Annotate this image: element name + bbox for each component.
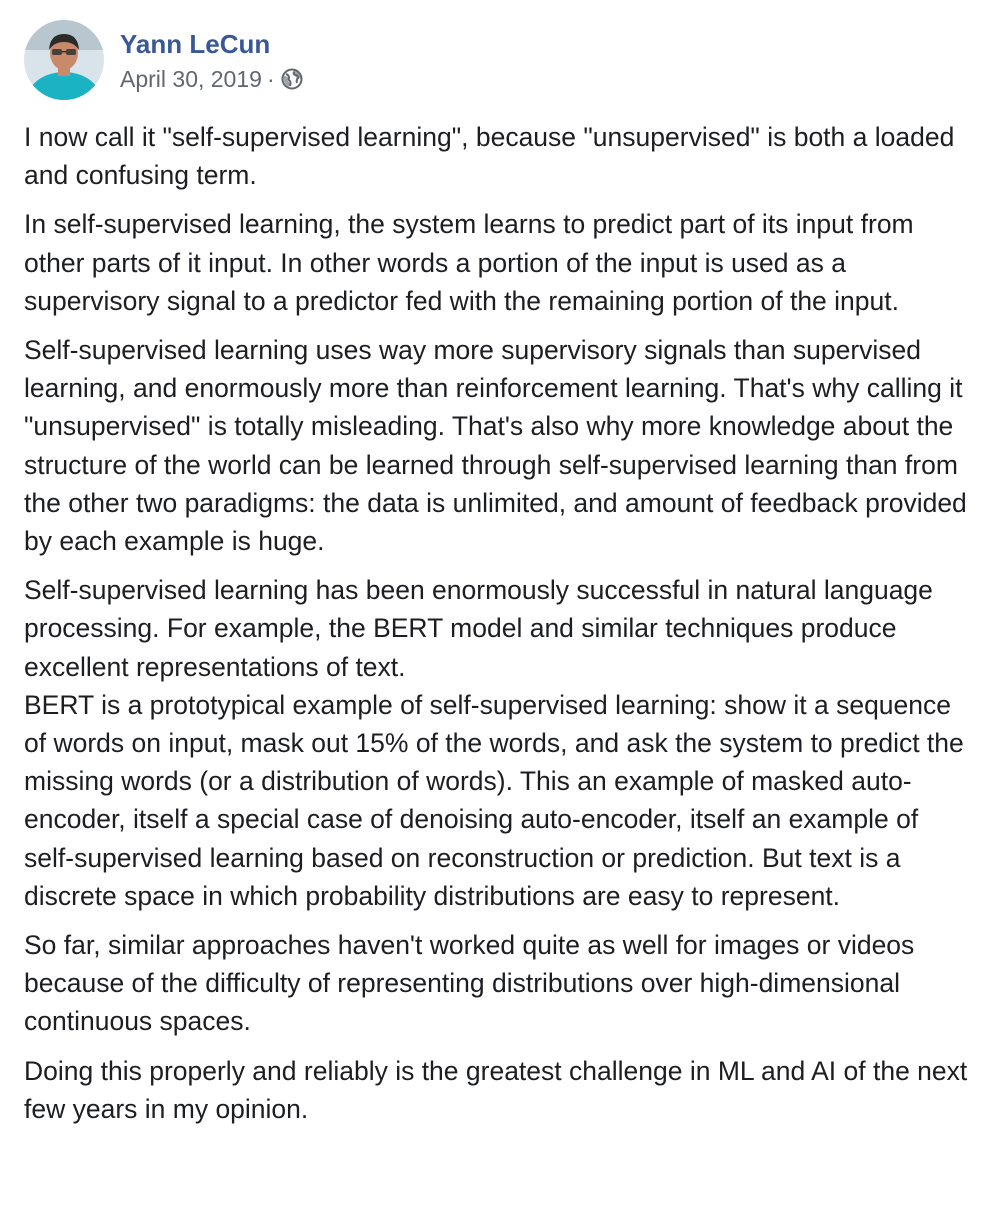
- avatar[interactable]: [24, 20, 104, 100]
- author-name-link[interactable]: Yann LeCun: [120, 29, 271, 59]
- post-subline: [120, 65, 303, 93]
- post-paragraph: Self-supervised learning has been enormously successful in natural language processing. For example, the BERT model and similar techniques produce excellent representations of text.: [24, 575, 933, 682]
- separator-dot: ·: [266, 66, 275, 92]
- post-paragraph: I now call it "self-supervised learning", because "unsupervised" is both a loaded and confusing term.: [24, 122, 955, 191]
- avatar-image: [24, 20, 104, 100]
- globe-icon[interactable]: [281, 68, 303, 90]
- post-meta: [120, 20, 303, 93]
- post-date-link[interactable]: April 30, 2019: [120, 66, 262, 92]
- post-paragraph: Doing this properly and reliably is the greatest challenge in ML and AI of the next few years in my opinion.: [24, 1055, 968, 1124]
- post-paragraph: Self-supervised learning uses way more supervisory signals than supervised learning, and enormously more than reinforcement learning. That's why calling it "unsupervised" is totally misleading. That's also why more knowledge about the structure of the world can be learned through self-supervised learning than from the other two paradigms: the data is unlimited, and amount of feedback provided by each example is huge.: [24, 335, 967, 557]
- post-paragraph: In self-supervised learning, the system learns to predict part of its input from other parts of it input. In other words a portion of the input is used as a supervisory signal to a predictor fed with the remaining portion of the input.: [24, 209, 914, 316]
- post-header: [24, 20, 970, 104]
- post-body: [24, 118, 970, 1128]
- post-paragraph: So far, similar approaches haven't worked quite as well for images or videos because of the difficulty of representing distributions over high-dimensional continuous spaces.: [24, 930, 915, 1037]
- post-paragraph: BERT is a prototypical example of self-supervised learning: show it a sequence of words on input, mask out 15% of the words, and ask the system to predict the missing words (or a distribution of words). This an example of masked auto-encoder, itself a special case of denoising auto-encoder, itself an example of self-supervised learning based on reconstruction or prediction. But text is a discrete space in which probability distributions are easy to represent.: [24, 689, 964, 911]
